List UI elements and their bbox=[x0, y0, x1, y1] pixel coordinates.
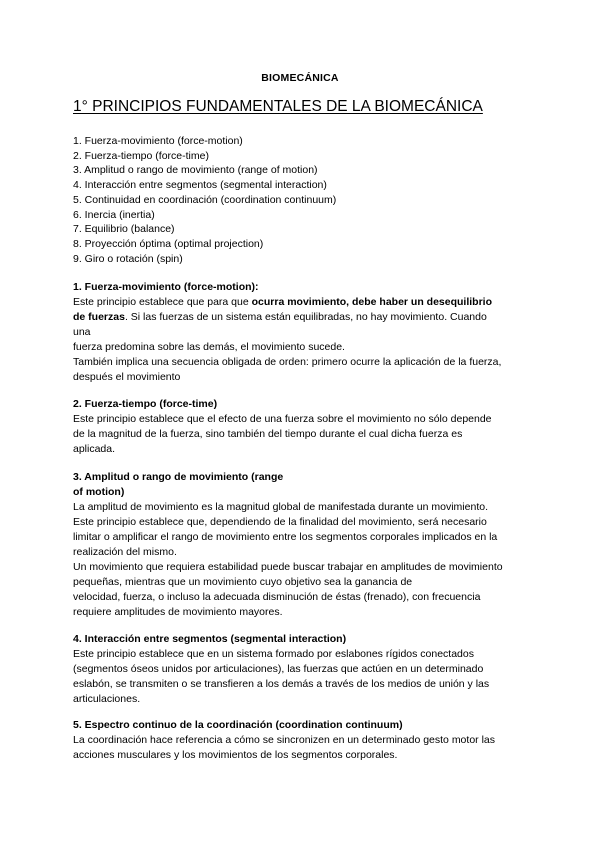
list-item: 4. Interacción entre segmentos (segmental interaction) bbox=[73, 179, 327, 192]
paragraph-line: velocidad, fuerza, o incluso la adecuada disminución de éstas (frenado), con frecuencia bbox=[73, 591, 481, 603]
section-force-motion bbox=[73, 280, 533, 385]
paragraph-line: La amplitud de movimiento es la magnitud global de manifestada durante un movimiento. bbox=[73, 501, 488, 513]
section-segmental-interaction bbox=[73, 632, 533, 707]
paragraph-line: Un movimiento que requiera estabilidad puede buscar trabajar en amplitudes de movimiento bbox=[73, 561, 503, 573]
section-title: 2. Fuerza-tiempo (force-time) bbox=[73, 398, 218, 410]
paragraph-line: de la magnitud de la fuerza, sino también del tiempo durante el cual dicha fuerza es bbox=[73, 428, 463, 440]
paragraph-line: fuerza predomina sobre las demás, el movimiento sucede. bbox=[73, 341, 345, 353]
paragraph-line: requiere amplitudes de movimiento mayores. bbox=[73, 606, 283, 618]
section-range-of-motion bbox=[73, 470, 533, 620]
paragraph-line: (segmentos óseos unidos por articulaciones), las fuerzas que actúen en un determinado bbox=[73, 663, 484, 675]
paragraph-line: una bbox=[73, 326, 91, 338]
paragraph-line: Este principio establece que el efecto de una fuerza sobre el movimiento no sólo depende bbox=[73, 413, 492, 425]
list-item: 2. Fuerza-tiempo (force-time) bbox=[73, 149, 209, 162]
text-run: . Si las fuerzas de un sistema están equilibradas, no hay movimiento. Cuando bbox=[124, 311, 487, 323]
paragraph-line: articulaciones. bbox=[73, 693, 141, 705]
list-item: 9. Giro o rotación (spin) bbox=[73, 252, 183, 265]
list-item: 1. Fuerza-movimiento (force-motion) bbox=[73, 135, 243, 147]
list-item: 8. Proyección óptima (optimal projection) bbox=[73, 237, 264, 250]
paragraph-line: Este principio establece que en un sistema formado por eslabones rígidos conectados bbox=[73, 648, 474, 660]
document-title: BIOMECÁNICA bbox=[261, 72, 339, 84]
paragraph-line: También implica una secuencia obligada de orden: primero ocurre la aplicación de la fuerza, bbox=[73, 356, 502, 368]
list-item: 7. Equilibrio (balance) bbox=[73, 223, 175, 236]
paragraph-line: acciones musculares y los movimientos de los segmentos corporales. bbox=[73, 749, 398, 761]
paragraph-line: La coordinación hace referencia a cómo se sincronizen en un determinado gesto motor las bbox=[73, 734, 495, 746]
paragraph-line bbox=[73, 295, 533, 310]
paragraph-line: eslabón, se transmiten o se transfieren a los demás a través de los medios de unión y las bbox=[73, 678, 490, 690]
paragraph-line: después el movimiento bbox=[73, 371, 181, 383]
paragraph-line: pequeñas, mientras que un movimiento cuyo objetivo sea la ganancia de bbox=[73, 576, 413, 588]
section-title: of motion) bbox=[73, 486, 125, 498]
emphasis-text: de fuerzas bbox=[73, 311, 125, 323]
paragraph-line: Este principio establece que, dependiendo de la finalidad del movimiento, será necesario bbox=[73, 516, 487, 528]
section-coordination-continuum bbox=[73, 718, 533, 763]
list-item: 5. Continuidad en coordinación (coordination continuum) bbox=[73, 193, 337, 206]
paragraph-line bbox=[73, 310, 533, 325]
paragraph-line: realización del mismo. bbox=[73, 546, 177, 558]
section-force-time bbox=[73, 397, 533, 457]
section-title: 1. Fuerza-movimiento (force-motion): bbox=[73, 281, 259, 293]
paragraph-line: limitar o amplificar el rango de movimiento entre los segmentos corporales implicados en la bbox=[73, 531, 498, 543]
section-title: 3. Amplitud o rango de movimiento (range bbox=[73, 471, 284, 483]
principles-list bbox=[73, 134, 336, 266]
section-title: 5. Espectro continuo de la coordinación (coordination continuum) bbox=[73, 719, 403, 731]
section-title: 4. Interacción entre segmentos (segmental interaction) bbox=[73, 633, 347, 645]
main-heading: 1° PRINCIPIOS FUNDAMENTALES DE LA BIOMECÁNICA bbox=[73, 98, 483, 115]
list-item: 3. Amplitud o rango de movimiento (range of motion) bbox=[73, 164, 318, 177]
emphasis-text: ocurra movimiento, debe haber un desequilibrio bbox=[251, 296, 493, 308]
paragraph-line: aplicada. bbox=[73, 443, 116, 455]
text-run: Este principio establece que para que bbox=[73, 296, 252, 308]
list-item: 6. Inercia (inertia) bbox=[73, 208, 155, 221]
